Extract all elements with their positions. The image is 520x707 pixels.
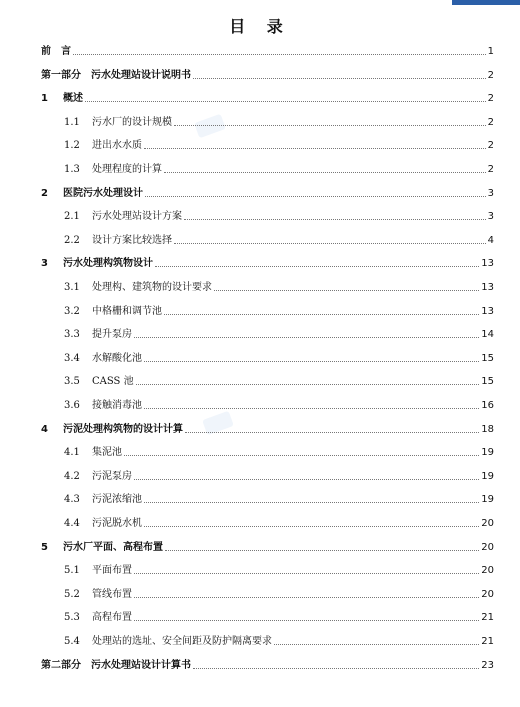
- toc-entry-page: 13: [481, 305, 494, 317]
- toc-entry-label: 第一部分 污水处理站设计说明书: [41, 69, 191, 81]
- toc-entry-label: 第二部分 污水处理站设计计算书: [41, 659, 191, 671]
- toc-entry-label: 污泥浓缩池: [92, 494, 142, 506]
- toc-entry-page: 2: [487, 93, 494, 105]
- toc-entry-label: 平面布置: [92, 565, 132, 577]
- toc-entry-label: 概述: [63, 93, 83, 105]
- toc-entry-number: 3: [41, 258, 48, 270]
- toc-entry-page: 14: [481, 329, 494, 341]
- toc-entry[interactable]: [41, 186, 494, 200]
- toc-entry-number: 4.3: [64, 494, 80, 506]
- toc-entry-page: 16: [481, 400, 494, 411]
- toc-leader-dots: [174, 242, 486, 244]
- toc-entry-number: 1: [41, 93, 48, 105]
- toc-leader-dots: [193, 77, 486, 79]
- toc-entry-page: 21: [481, 636, 494, 647]
- toc-leader-dots: [145, 195, 486, 197]
- toc-entry-page: 1: [487, 46, 494, 57]
- toc-entry[interactable]: [64, 610, 494, 624]
- toc-entry[interactable]: [41, 44, 494, 58]
- toc-entry-label: 污水处理构筑物设计: [63, 258, 153, 270]
- toc-entry-number: 3.4: [64, 352, 80, 364]
- toc-leader-dots: [144, 501, 479, 503]
- toc-entry-number: 5.2: [64, 588, 80, 600]
- toc-entry-label: 污泥泵房: [92, 470, 132, 482]
- toc-entry-number: 2.2: [64, 234, 80, 246]
- toc-entry-label: 集泥池: [92, 447, 122, 459]
- toc-leader-dots: [144, 525, 479, 527]
- toc-entry[interactable]: [64, 634, 494, 648]
- toc-entry-number: 3.2: [64, 305, 80, 317]
- toc-entry-label: 污水处理站设计方案: [92, 211, 182, 223]
- toc-entry[interactable]: [64, 115, 494, 129]
- toc-entry[interactable]: [64, 209, 494, 223]
- toc-leader-dots: [174, 124, 486, 126]
- toc-entry-label: 设计方案比较选择: [92, 234, 172, 246]
- toc-leader-dots: [214, 289, 479, 291]
- toc-leader-dots: [165, 549, 479, 551]
- toc-entry[interactable]: [41, 540, 494, 554]
- toc-entry[interactable]: [64, 492, 494, 506]
- toc-entry[interactable]: [41, 658, 494, 672]
- toc-entry-page: 13: [481, 258, 494, 270]
- toc-entry[interactable]: [64, 516, 494, 530]
- toc-entry-page: 19: [481, 494, 494, 506]
- toc-entry[interactable]: [64, 280, 494, 294]
- toc-entry-label: 中格栅和调节池: [92, 305, 162, 317]
- toc-entry-page: 2: [487, 164, 494, 175]
- toc-entry-label: 处理站的选址、安全间距及防护隔离要求: [92, 636, 272, 647]
- toc-leader-dots: [184, 218, 486, 220]
- toc-leader-dots: [144, 360, 479, 362]
- toc-entry-page: 21: [481, 612, 494, 624]
- toc-entry[interactable]: [64, 138, 494, 152]
- toc-entry-label: 处理构、建筑物的设计要求: [92, 282, 212, 293]
- toc-entry[interactable]: [41, 91, 494, 105]
- toc-entry-label: 前 言: [41, 46, 71, 57]
- toc-entry[interactable]: [41, 422, 494, 436]
- toc-leader-dots: [73, 53, 486, 55]
- toc-leader-dots: [85, 100, 486, 102]
- toc-leader-dots: [164, 171, 486, 173]
- toc-entry[interactable]: [64, 445, 494, 459]
- toc-entry-label: 提升泵房: [92, 329, 132, 341]
- toc-entry-label: 高程布置: [92, 612, 132, 624]
- toc-leader-dots: [134, 596, 479, 598]
- toc-entry[interactable]: [64, 162, 494, 176]
- toc-entry-page: 15: [481, 352, 494, 364]
- toc-entry-number: 2: [41, 187, 48, 199]
- toc-entry-page: 2: [487, 140, 494, 152]
- toc-entry-label: 医院污水处理设计: [63, 187, 143, 199]
- toc-leader-dots: [136, 383, 480, 385]
- toc-entry-number: 4.1: [64, 447, 80, 459]
- toc-entry-page: 23: [481, 659, 494, 671]
- toc-entry[interactable]: [64, 563, 494, 577]
- toc-entry-number: 3.6: [64, 400, 80, 411]
- toc-entry-page: 19: [481, 470, 494, 482]
- toc-entry-number: 5.4: [64, 636, 80, 647]
- toc-entry-number: 5.1: [64, 565, 80, 577]
- toc-entry[interactable]: [64, 398, 494, 412]
- toc-entry-page: 20: [481, 541, 494, 553]
- toc-entry[interactable]: [64, 327, 494, 341]
- toc-entry-page: 2: [487, 116, 494, 128]
- toc-entry-number: 4.4: [64, 518, 80, 529]
- toc-entry[interactable]: [64, 587, 494, 601]
- toc-leader-dots: [164, 313, 479, 315]
- toc-entry[interactable]: [64, 469, 494, 483]
- toc-entry[interactable]: [64, 374, 494, 388]
- toc-entry-label: CASS 池: [92, 376, 134, 388]
- toc-entry[interactable]: [64, 351, 494, 365]
- corner-badge: [452, 0, 520, 5]
- toc-leader-dots: [274, 643, 479, 645]
- toc-entry-page: 4: [487, 234, 494, 246]
- toc-leader-dots: [185, 431, 479, 433]
- toc-entry[interactable]: [64, 304, 494, 318]
- toc-leader-dots: [124, 454, 479, 456]
- toc-entry-page: 3: [487, 211, 494, 223]
- toc-entry-page: 15: [481, 376, 494, 388]
- page-title: 目 录: [229, 17, 291, 36]
- toc-leader-dots: [144, 407, 479, 409]
- toc-leader-dots: [144, 147, 486, 149]
- toc-entry-number: 5.3: [64, 612, 80, 624]
- toc-entry[interactable]: [41, 68, 494, 82]
- toc-entry-number: 4: [41, 423, 48, 435]
- toc-entry-label: 管线布置: [92, 588, 132, 600]
- toc-entry-number: 1.2: [64, 140, 80, 152]
- toc-entry-number: 3.5: [64, 376, 80, 388]
- toc-entry-page: 2: [487, 69, 494, 81]
- toc-entry-label: 接触消毒池: [92, 400, 142, 411]
- toc-leader-dots: [193, 667, 479, 669]
- toc-entry-label: 污水厂的设计规模: [92, 116, 172, 128]
- toc-entry-number: 2.1: [64, 211, 80, 223]
- toc-entry-page: 19: [481, 447, 494, 459]
- toc-entry-label: 水解酸化池: [92, 352, 142, 364]
- toc-entry-label: 进出水水质: [92, 140, 142, 152]
- toc-entry-label: 处理程度的计算: [92, 164, 162, 175]
- toc-entry-number: 3.1: [64, 282, 80, 293]
- toc-entry-label: 污水厂平面、高程布置: [63, 541, 163, 553]
- toc-entry-page: 13: [481, 282, 494, 293]
- toc-entry-label: 污泥脱水机: [92, 518, 142, 529]
- toc-entry-page: 20: [481, 565, 494, 577]
- toc-entry-number: 1.3: [64, 164, 80, 175]
- toc-entry-page: 20: [481, 518, 494, 529]
- toc-entry[interactable]: [64, 233, 494, 247]
- toc-entry-label: 污泥处理构筑物的设计计算: [63, 423, 183, 435]
- toc-entry-number: 4.2: [64, 470, 80, 482]
- toc-entry-number: 3.3: [64, 329, 80, 341]
- toc-leader-dots: [134, 478, 479, 480]
- toc-entry-page: 3: [487, 187, 494, 199]
- toc-entry[interactable]: [41, 256, 494, 270]
- toc-entry-number: 5: [41, 541, 48, 553]
- toc-entry-number: 1.1: [64, 116, 80, 128]
- toc-leader-dots: [155, 265, 479, 267]
- toc-leader-dots: [134, 619, 479, 621]
- toc-leader-dots: [134, 572, 479, 574]
- toc-entry-page: 20: [481, 588, 494, 600]
- toc-leader-dots: [134, 336, 479, 338]
- toc-entry-page: 18: [481, 423, 494, 435]
